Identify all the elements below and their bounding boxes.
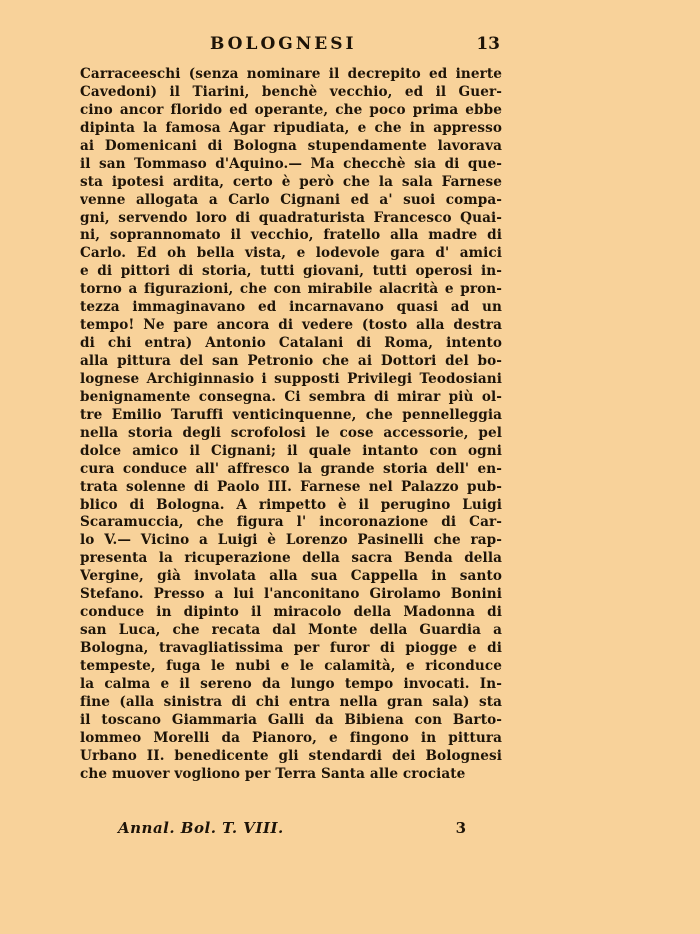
text-line: lo V.— Vicino a Luigi è Lorenzo Pasinelli che rap- [80, 532, 502, 549]
text-line: venne allogata a Carlo Cignani ed a' suoi compa- [80, 191, 502, 208]
text-line: san Luca, che recata dal Monte della Guardia a [80, 622, 502, 639]
text-line: nella storia degli scrofolosi le cose accessorie, pel [80, 424, 502, 441]
text-line: gni, servendo loro di quadraturista Francesco Quai- [80, 209, 502, 226]
text-line: sta ipotesi ardita, certo è però che la sala Farnese [80, 173, 502, 190]
text-line: tre Emilio Taruffi venticinquenne, che pennelleggia [80, 406, 502, 423]
text-line: lognese Archiginnasio i supposti Privilegi Teodosiani [80, 370, 502, 387]
text-line: torno a figurazioni, che con mirabile alacrità e pron- [80, 281, 502, 298]
text-line: alla pittura del san Petronio che ai Dottori del bo- [80, 353, 502, 369]
text-line: blico di Bologna. A rimpetto è il perugino Luigi [80, 496, 502, 513]
text-line: Carlo. Ed oh bella vista, e lodevole gara d' amici [80, 245, 502, 262]
text-line: ni, soprannomato il vecchio, fratello alla madre di [80, 227, 502, 244]
text-line: dipinta la famosa Agar ripudiata, e che in appresso [80, 119, 502, 136]
text-line: la calma e il sereno da lungo tempo invocati. In- [80, 675, 502, 692]
text-line: Stefano. Presso a lui l'anconitano Girolamo Bonini [80, 586, 502, 603]
text-line: trata solenne di Paolo III. Farnese nel Palazzo pub- [80, 478, 502, 495]
text-line: di chi entra) Antonio Catalani di Roma, intento [80, 335, 502, 352]
text-line: tempo! Ne pare ancora di vedere (tosto alla destra [80, 317, 502, 334]
text-line: che muover vogliono per Terra Santa alle crociate [80, 765, 466, 782]
text-line: Carraceeschi (senza nominare il decrepito ed inerte [80, 66, 502, 82]
text-line: tezza immaginavano ed incarnavano quasi ad un [80, 299, 502, 316]
text-line: il san Tommaso d'Aquino.— Ma checchè sia di que- [80, 155, 502, 172]
footer-signature-number: 3 [455, 819, 466, 837]
footer-signature: Annal. Bol. T. VIII. [118, 819, 284, 837]
text-line: Bologna, travagliatissima per furor di piogge e di [80, 640, 502, 656]
text-line: tempeste, fuga le nubi e le calamità, e riconduce [80, 657, 502, 674]
text-line: dolce amico il Cignani; il quale intanto con ogni [80, 442, 502, 459]
text-line: benignamente consegna. Ci sembra di mirar più ol- [80, 388, 502, 405]
page-footer [118, 819, 478, 841]
text-line: Urbano II. benedicente gli stendardi dei Bolognesi [80, 747, 502, 764]
text-line: Scaramuccia, che figura l' incoronazione di Car- [80, 514, 502, 531]
body-text [80, 66, 502, 784]
text-line: cino ancor florido ed operante, che poco prima ebbe [80, 101, 502, 118]
text-line: Cavedoni) il Tiarini, benchè vecchio, ed il Guer- [80, 83, 502, 100]
running-title: BOLOGNESI [210, 34, 357, 54]
text-line: e di pittori di storia, tutti giovani, tutti operosi in- [80, 263, 502, 280]
text-line: cura conduce all' affresco la grande storia dell' en- [80, 460, 502, 477]
text-line: il toscano Giammaria Galli da Bibiena con Barto- [80, 711, 502, 728]
text-line: fine (alla sinistra di chi entra nella gran sala) sta [80, 693, 502, 710]
page-number: 13 [476, 34, 500, 54]
text-line: lommeo Morelli da Pianoro, e fingono in pittura [80, 729, 502, 746]
page-header [80, 34, 500, 56]
text-line: presenta la ricuperazione della sacra Benda della [80, 550, 502, 567]
text-line: ai Domenicani di Bologna stupendamente lavorava [80, 137, 502, 154]
text-line: Vergine, già involata alla sua Cappella in santo [80, 568, 502, 585]
text-line: conduce in dipinto il miracolo della Madonna di [80, 604, 502, 621]
